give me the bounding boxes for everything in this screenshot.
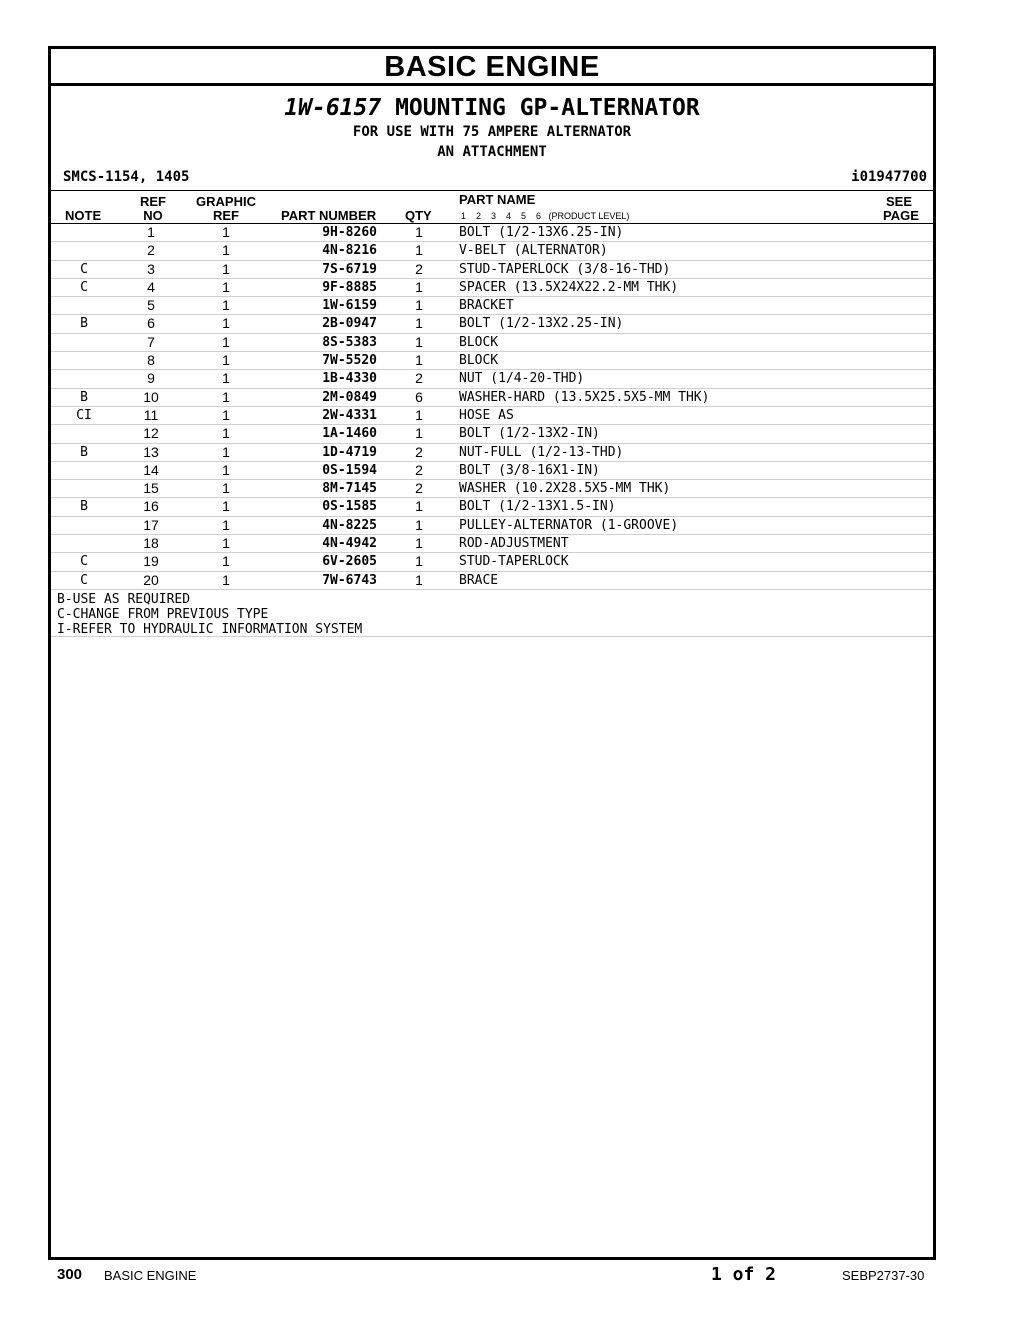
part-note: B (80, 316, 88, 332)
part-name: WASHER-HARD (13.5X25.5X5-MM THK) (459, 389, 710, 405)
table-row (51, 425, 933, 443)
table-row (51, 334, 933, 352)
graphic-ref: 1 (222, 242, 230, 259)
part-name: PULLEY-ALTERNATOR (1-GROOVE) (459, 517, 679, 533)
part-name: NUT-FULL (1/2-13-THD) (459, 444, 624, 460)
graphic-ref: 1 (222, 224, 230, 240)
ref-number: 12 (143, 425, 159, 442)
graphic-ref: 1 (222, 535, 230, 552)
table-row (51, 242, 933, 260)
ref-number: 16 (143, 498, 159, 515)
header-graphic-ref-1: GRAPHIC (196, 194, 256, 209)
graphic-ref: 1 (222, 516, 230, 533)
part-name: BLOCK (459, 334, 499, 350)
header-see-2: PAGE (883, 208, 919, 223)
ref-number: 11 (143, 406, 159, 423)
part-note: B (80, 444, 88, 460)
table-row (51, 261, 933, 279)
table-row (51, 224, 933, 242)
section-title: BASIC ENGINE (51, 49, 933, 86)
ref-number: 5 (147, 297, 155, 314)
graphic-ref: 1 (222, 370, 230, 387)
part-name: ROD-ADJUSTMENT (459, 536, 569, 552)
footer-section: BASIC ENGINE (104, 1268, 197, 1283)
table-row (51, 572, 933, 590)
table-row (51, 279, 933, 297)
part-number: 6V-2605 (322, 554, 377, 570)
table-row (51, 535, 933, 553)
table-row (51, 407, 933, 425)
graphic-ref: 1 (222, 352, 230, 369)
part-note: B (80, 389, 88, 405)
graphic-ref: 1 (222, 333, 230, 350)
part-note: C (80, 261, 88, 277)
quantity: 2 (415, 443, 423, 460)
part-name: BLOCK (459, 353, 499, 369)
table-row (51, 297, 933, 315)
part-number: 1W-6159 (322, 298, 377, 314)
graphic-ref: 1 (222, 425, 230, 442)
header-product-levels: 1 2 3 4 5 6 (PRODUCT LEVEL) (461, 211, 630, 221)
part-number: 4N-8225 (322, 517, 377, 533)
graphic-ref: 1 (222, 388, 230, 405)
table-header (51, 191, 933, 224)
part-name: BOLT (3/8-16X1-IN) (459, 462, 600, 478)
part-number: 8M-7145 (322, 481, 377, 497)
footer-page-number: 300 (57, 1266, 83, 1283)
graphic-ref: 1 (222, 480, 230, 497)
graphic-ref: 1 (222, 461, 230, 478)
quantity: 1 (415, 425, 423, 442)
graphic-ref: 1 (222, 315, 230, 332)
part-number: 0S-1594 (322, 462, 377, 478)
part-name: HOSE AS (459, 407, 514, 423)
part-number: 2B-0947 (322, 316, 377, 332)
table-row (51, 315, 933, 333)
graphic-ref: 1 (222, 553, 230, 570)
note-line: I-REFER TO HYDRAULIC INFORMATION SYSTEM (57, 621, 363, 637)
quantity: 1 (415, 242, 423, 259)
part-note: C (80, 279, 88, 295)
part-name: BRACKET (459, 298, 514, 314)
part-note: CI (76, 407, 92, 423)
part-number: 9F-8885 (322, 279, 377, 295)
part-name: BOLT (1/2-13X2-IN) (459, 426, 600, 442)
part-name: NUT (1/4-20-THD) (459, 371, 585, 387)
quantity: 1 (415, 333, 423, 350)
part-note: C (80, 572, 88, 588)
part-number: 8S-5383 (322, 334, 377, 350)
group-number: 1W-6157 (284, 95, 382, 121)
quantity: 1 (415, 571, 423, 588)
footer-doc-code: SEBP2737-30 (842, 1268, 925, 1283)
graphic-ref: 1 (222, 297, 230, 314)
table-row (51, 462, 933, 480)
graphic-ref: 1 (222, 406, 230, 423)
header-qty: QTY (405, 208, 432, 223)
part-number: 7W-5520 (322, 353, 377, 369)
note-line: B-USE AS REQUIRED (57, 591, 191, 607)
quantity: 1 (415, 297, 423, 314)
quantity: 2 (415, 370, 423, 387)
table-row (51, 389, 933, 407)
part-number: 2W-4331 (322, 407, 377, 423)
ref-number: 4 (147, 278, 155, 295)
table-row (51, 352, 933, 370)
ref-number: 19 (143, 553, 159, 570)
part-number: 7W-6743 (322, 572, 377, 588)
header-ref-1: REF (140, 194, 166, 209)
ref-number: 1 (147, 224, 155, 240)
part-number: 7S-6719 (322, 261, 377, 277)
quantity: 6 (415, 388, 423, 405)
ref-number: 20 (143, 571, 159, 588)
header-see-1: SEE (885, 194, 912, 209)
ref-number: 10 (143, 388, 159, 405)
document-id: i01947700 (851, 169, 927, 185)
table-row (51, 553, 933, 571)
group-subtitle-2: AN ATTACHMENT (437, 144, 547, 160)
part-note: C (80, 554, 88, 570)
part-name: V-BELT (ALTERNATOR) (459, 243, 608, 259)
header-part-name: PART NAME (459, 192, 536, 207)
quantity: 2 (415, 480, 423, 497)
part-number: 4N-8216 (322, 243, 377, 259)
graphic-ref: 1 (222, 571, 230, 588)
graphic-ref: 1 (222, 278, 230, 295)
quantity: 1 (415, 352, 423, 369)
note-line: C-CHANGE FROM PREVIOUS TYPE (57, 606, 269, 622)
ref-number: 6 (147, 315, 155, 332)
quantity: 1 (415, 516, 423, 533)
quantity: 1 (415, 535, 423, 552)
part-number: 1B-4330 (322, 371, 377, 387)
part-name: BOLT (1/2-13X6.25-IN) (459, 225, 624, 240)
part-number: 0S-1585 (322, 499, 377, 515)
part-number: 1A-1460 (322, 426, 377, 442)
part-name: BOLT (1/2-13X1.5-IN) (459, 499, 616, 515)
part-name: STUD-TAPERLOCK (459, 554, 569, 570)
table-row (51, 444, 933, 462)
quantity: 1 (415, 278, 423, 295)
part-number: 1D-4719 (322, 444, 377, 460)
quantity: 2 (415, 461, 423, 478)
ref-number: 8 (147, 352, 155, 369)
part-number: 9H-8260 (322, 225, 377, 240)
table-row (51, 517, 933, 535)
header-note: NOTE (65, 208, 102, 223)
header-graphic-ref-2: REF (213, 208, 239, 223)
part-name: SPACER (13.5X24X22.2-MM THK) (459, 279, 679, 295)
quantity: 1 (415, 224, 423, 240)
quantity: 1 (415, 406, 423, 423)
header-part-number: PART NUMBER (281, 208, 377, 223)
part-number: 4N-4942 (322, 536, 377, 552)
part-name: WASHER (10.2X28.5X5-MM THK) (459, 481, 671, 497)
table-row (51, 480, 933, 498)
table-row (51, 370, 933, 388)
ref-number: 9 (147, 370, 155, 387)
group-title (51, 94, 933, 122)
ref-number: 3 (147, 260, 155, 277)
quantity: 2 (415, 260, 423, 277)
smcs-code: SMCS-1154, 1405 (63, 169, 190, 185)
parts-table-body (51, 224, 933, 590)
quantity: 1 (415, 498, 423, 515)
graphic-ref: 1 (222, 498, 230, 515)
group-name: MOUNTING GP-ALTERNATOR (395, 95, 700, 121)
smcs-row (51, 170, 933, 191)
table-row (51, 498, 933, 516)
ref-number: 13 (143, 443, 159, 460)
part-name: BOLT (1/2-13X2.25-IN) (459, 316, 624, 332)
quantity: 1 (415, 553, 423, 570)
header-ref-2: NO (143, 208, 163, 223)
ref-number: 15 (143, 480, 159, 497)
part-name: STUD-TAPERLOCK (3/8-16-THD) (459, 261, 671, 277)
ref-number: 18 (143, 535, 159, 552)
page-footer (0, 1264, 1020, 1288)
part-number: 2M-0849 (322, 389, 377, 405)
part-name: BRACE (459, 572, 499, 588)
graphic-ref: 1 (222, 260, 230, 277)
ref-number: 17 (143, 516, 159, 533)
group-subtitle-1: FOR USE WITH 75 AMPERE ALTERNATOR (352, 124, 632, 140)
notes-block (51, 590, 933, 637)
part-note: B (80, 499, 88, 515)
quantity: 1 (415, 315, 423, 332)
graphic-ref: 1 (222, 443, 230, 460)
ref-number: 2 (147, 242, 155, 259)
ref-number: 7 (147, 333, 155, 350)
parts-page-frame (48, 46, 936, 1260)
footer-page-of: 1 of 2 (711, 1264, 777, 1285)
ref-number: 14 (143, 461, 159, 478)
